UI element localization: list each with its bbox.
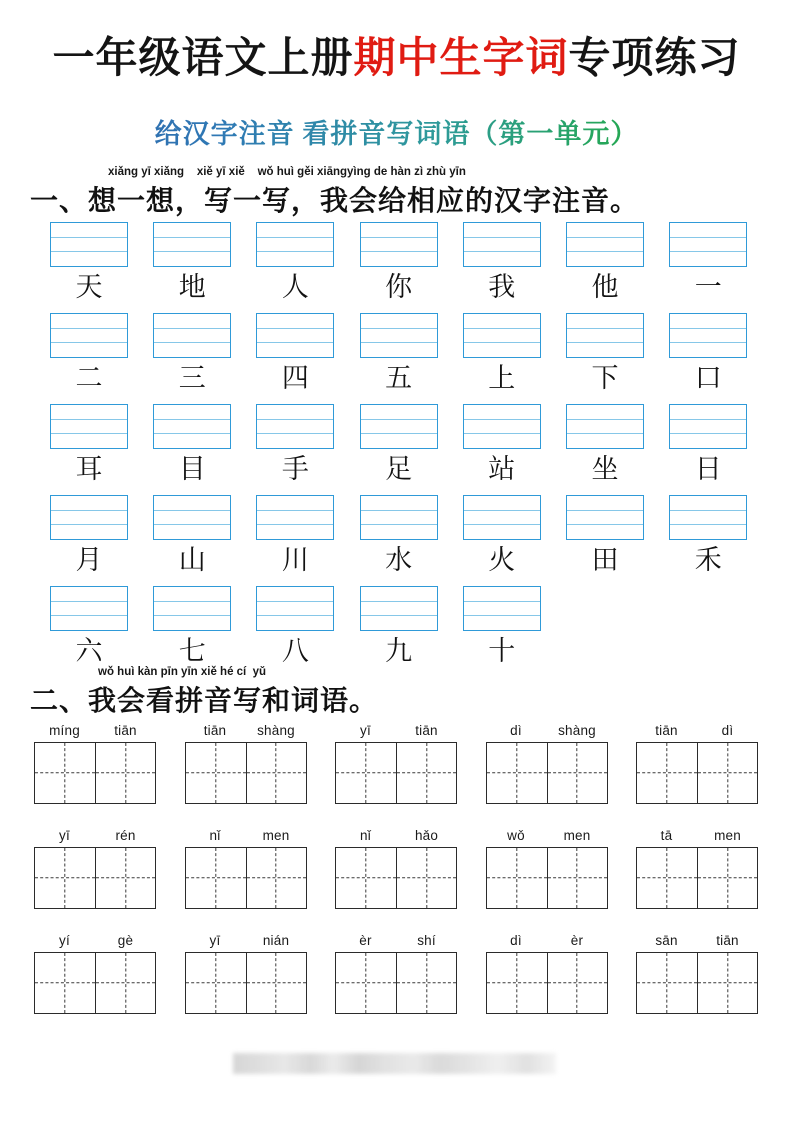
hanzi-prompt: 目: [178, 454, 206, 484]
section-2-row: [0, 827, 793, 932]
hanzi-prompt: 足: [385, 454, 413, 484]
pinyin-guide-line: [567, 251, 643, 252]
pinyin-syllable: men: [563, 828, 591, 843]
pinyin-guide-line: [361, 524, 437, 525]
tianzige-cell[interactable]: [246, 848, 306, 908]
word-writing-group: [34, 932, 156, 1014]
section-2-row: [0, 932, 793, 1037]
hanzi-prompt: 八: [281, 636, 309, 666]
word-writing-group: [335, 827, 457, 909]
hanzi-prompt: 下: [591, 363, 619, 393]
hanzi-prompt: 三: [178, 363, 206, 393]
pinyin-writing-box[interactable]: [669, 404, 747, 449]
tianzige-cell[interactable]: [246, 953, 306, 1013]
pinyin-writing-box[interactable]: [463, 404, 541, 449]
tianzige-cell[interactable]: [35, 953, 95, 1013]
pinyin-answer-cell: [669, 222, 747, 301]
hanzi-prompt: 五: [385, 363, 413, 393]
pinyin-prompt: [185, 932, 307, 952]
tianzige-cell[interactable]: [336, 953, 396, 1013]
pinyin-syllable: rén: [115, 828, 136, 843]
word-writing-group: [185, 932, 307, 1014]
pinyin-answer-cell: [256, 586, 334, 665]
pinyin-syllable: sān: [655, 933, 678, 948]
tianzige-grid[interactable]: [636, 952, 758, 1014]
tianzige-grid[interactable]: [486, 952, 608, 1014]
tianzige-cell[interactable]: [637, 848, 697, 908]
pinyin-syllable: tā: [660, 828, 673, 843]
pinyin-guide-line: [670, 251, 746, 252]
pinyin-writing-box[interactable]: [50, 495, 128, 540]
pinyin-guide-line: [257, 510, 333, 511]
pinyin-guide-line: [670, 524, 746, 525]
pinyin-writing-box[interactable]: [566, 222, 644, 267]
word-writing-group: [185, 827, 307, 909]
pinyin-writing-box[interactable]: [360, 222, 438, 267]
pinyin-guide-line: [670, 433, 746, 434]
pinyin-syllable: tiān: [716, 933, 739, 948]
pinyin-answer-cell: [50, 313, 128, 392]
pinyin-guide-line: [51, 615, 127, 616]
pinyin-syllable: men: [262, 828, 290, 843]
pinyin-answer-cell: [360, 404, 438, 483]
pinyin-prompt: [34, 722, 156, 742]
pinyin-syllable: dì: [721, 723, 734, 738]
tianzige-cell[interactable]: [336, 743, 396, 803]
tianzige-cell[interactable]: [186, 743, 246, 803]
pinyin-writing-box[interactable]: [50, 586, 128, 631]
pinyin-answer-cell: [360, 313, 438, 392]
pinyin-guide-line: [257, 251, 333, 252]
pinyin-answer-cell: [360, 222, 438, 301]
pinyin-syllable: tiān: [415, 723, 438, 738]
pinyin-guide-line: [257, 237, 333, 238]
pinyin-syllable: èr: [359, 933, 372, 948]
pinyin-guide-line: [361, 251, 437, 252]
hanzi-prompt: 禾: [694, 545, 722, 575]
tianzige-grid[interactable]: [34, 952, 156, 1014]
pinyin-guide-line: [361, 433, 437, 434]
pinyin-guide-line: [670, 342, 746, 343]
hanzi-prompt: 水: [385, 545, 413, 575]
word-writing-group: [185, 722, 307, 804]
tianzige-cell[interactable]: [186, 953, 246, 1013]
pinyin-writing-box[interactable]: [50, 222, 128, 267]
pinyin-guide-line: [464, 342, 540, 343]
pinyin-syllable: tiān: [203, 723, 227, 738]
pinyin-answer-cell: [566, 495, 644, 574]
pinyin-answer-cell: [463, 222, 541, 301]
pinyin-guide-line: [567, 342, 643, 343]
tianzige-cell[interactable]: [697, 953, 757, 1013]
tianzige-cell[interactable]: [547, 848, 607, 908]
pinyin-answer-cell: [669, 495, 747, 574]
hanzi-prompt: 一: [694, 272, 722, 302]
hanzi-prompt: 站: [488, 454, 516, 484]
pinyin-answer-cell: [50, 404, 128, 483]
pinyin-prompt: [185, 827, 307, 847]
pinyin-guide-line: [567, 237, 643, 238]
tianzige-cell[interactable]: [35, 848, 95, 908]
tianzige-cell[interactable]: [697, 848, 757, 908]
pinyin-writing-box[interactable]: [360, 404, 438, 449]
pinyin-guide-line: [154, 251, 230, 252]
tianzige-cell[interactable]: [396, 848, 456, 908]
pinyin-guide-line: [361, 237, 437, 238]
pinyin-guide-line: [567, 419, 643, 420]
pinyin-writing-box[interactable]: [256, 404, 334, 449]
tianzige-grid[interactable]: [335, 952, 457, 1014]
page-title-segment-1: 一年级语文上册: [52, 36, 354, 82]
word-writing-group: [636, 827, 758, 909]
pinyin-guide-line: [257, 342, 333, 343]
pinyin-guide-line: [51, 419, 127, 420]
tianzige-grid[interactable]: [185, 952, 307, 1014]
tianzige-cell[interactable]: [487, 848, 547, 908]
pinyin-guide-line: [51, 237, 127, 238]
pinyin-writing-box[interactable]: [566, 404, 644, 449]
hanzi-prompt: 手: [281, 454, 309, 484]
pinyin-answer-cell: [153, 495, 231, 574]
tianzige-cell[interactable]: [246, 743, 306, 803]
pinyin-guide-line: [361, 419, 437, 420]
pinyin-writing-box[interactable]: [566, 495, 644, 540]
pinyin-guide-line: [361, 601, 437, 602]
pinyin-guide-line: [464, 601, 540, 602]
pinyin-prompt: [636, 722, 758, 742]
pinyin-guide-line: [154, 237, 230, 238]
word-writing-group: [636, 932, 758, 1014]
pinyin-guide-line: [361, 342, 437, 343]
pinyin-guide-line: [464, 524, 540, 525]
pinyin-guide-line: [154, 328, 230, 329]
tianzige-cell[interactable]: [95, 953, 155, 1013]
pinyin-answer-cell: [256, 495, 334, 574]
pinyin-answer-cell: [360, 586, 438, 665]
pinyin-prompt: [636, 932, 758, 952]
pinyin-answer-cell: [153, 222, 231, 301]
pinyin-syllable: yī: [59, 828, 70, 843]
pinyin-syllable: men: [714, 828, 741, 843]
pinyin-guide-line: [257, 601, 333, 602]
pinyin-answer-cell: [50, 222, 128, 301]
pinyin-writing-box[interactable]: [153, 404, 231, 449]
tianzige-cell[interactable]: [336, 848, 396, 908]
section-1-heading-pinyin: xiǎng yī xiǎng xiě yī xiě wǒ huì gěi xiāngyìng de hàn zì zhù yīn: [108, 166, 466, 178]
tianzige-cell[interactable]: [95, 743, 155, 803]
section-1-heading-text: 一、想一想，写一写，我会给相应的汉字注音。: [30, 186, 640, 217]
pinyin-syllable: nǐ: [209, 828, 221, 843]
hanzi-prompt: 十: [488, 636, 516, 666]
section-1-row: [0, 586, 793, 678]
hanzi-prompt: 二: [75, 363, 103, 393]
hanzi-prompt: 川: [281, 545, 309, 575]
tianzige-grid[interactable]: [185, 847, 307, 909]
pinyin-guide-line: [257, 433, 333, 434]
tianzige-cell[interactable]: [697, 743, 757, 803]
pinyin-guide-line: [464, 251, 540, 252]
section-2-heading-pinyin: wǒ huì kàn pīn yīn xiě hé cí yǔ: [98, 666, 267, 678]
hanzi-prompt: 人: [281, 272, 309, 302]
pinyin-guide-line: [670, 328, 746, 329]
hanzi-prompt: 耳: [75, 454, 103, 484]
pinyin-writing-box[interactable]: [463, 313, 541, 358]
pinyin-writing-box[interactable]: [256, 313, 334, 358]
tianzige-cell[interactable]: [487, 953, 547, 1013]
pinyin-syllable: dì: [510, 933, 522, 948]
section-1-row: [0, 404, 793, 496]
pinyin-writing-box[interactable]: [256, 222, 334, 267]
pinyin-writing-box[interactable]: [669, 222, 747, 267]
tianzige-grid[interactable]: [636, 742, 758, 804]
pinyin-answer-cell: [463, 313, 541, 392]
pinyin-syllable: tiān: [655, 723, 678, 738]
tianzige-cell[interactable]: [396, 953, 456, 1013]
pinyin-answer-cell: [256, 313, 334, 392]
hanzi-prompt: 日: [694, 454, 722, 484]
word-writing-group: [486, 827, 608, 909]
pinyin-guide-line: [51, 510, 127, 511]
tianzige-grid[interactable]: [185, 742, 307, 804]
pinyin-guide-line: [464, 510, 540, 511]
hanzi-prompt: 地: [178, 272, 206, 302]
pinyin-answer-cell: [463, 586, 541, 665]
pinyin-answer-cell: [463, 404, 541, 483]
pinyin-syllable: èr: [570, 933, 584, 948]
pinyin-syllable: yí: [59, 933, 70, 948]
page-title-segment-3: 专项练习: [568, 36, 741, 82]
pinyin-writing-box[interactable]: [360, 313, 438, 358]
pinyin-guide-line: [154, 419, 230, 420]
pinyin-guide-line: [154, 342, 230, 343]
pinyin-writing-box[interactable]: [153, 222, 231, 267]
tianzige-grid[interactable]: [335, 742, 457, 804]
pinyin-guide-line: [464, 237, 540, 238]
pinyin-guide-line: [464, 615, 540, 616]
pinyin-writing-box[interactable]: [463, 586, 541, 631]
pinyin-answer-cell: [360, 495, 438, 574]
pinyin-syllable: shàng: [558, 723, 596, 738]
tianzige-cell[interactable]: [637, 953, 697, 1013]
pinyin-syllable: wǒ: [507, 828, 525, 843]
pinyin-answer-cell: [153, 586, 231, 665]
page-title-segment-highlight: 期中生字词: [353, 36, 569, 82]
pinyin-syllable: míng: [49, 723, 80, 738]
pinyin-writing-box[interactable]: [256, 495, 334, 540]
tianzige-grid[interactable]: [486, 742, 608, 804]
hanzi-prompt: 上: [488, 363, 516, 393]
tianzige-grid[interactable]: [486, 847, 608, 909]
pinyin-answer-cell: [669, 313, 747, 392]
pinyin-prompt: [34, 827, 156, 847]
pinyin-guide-line: [257, 615, 333, 616]
pinyin-syllable: nián: [262, 933, 290, 948]
hanzi-prompt: 口: [694, 363, 722, 393]
pinyin-writing-box[interactable]: [669, 495, 747, 540]
pinyin-answer-cell: [566, 404, 644, 483]
pinyin-guide-line: [567, 328, 643, 329]
pinyin-syllable: gè: [117, 933, 134, 948]
tianzige-cell[interactable]: [396, 743, 456, 803]
pinyin-prompt: [486, 722, 608, 742]
pinyin-syllable: shí: [417, 933, 436, 948]
pinyin-guide-line: [567, 510, 643, 511]
pinyin-guide-line: [51, 433, 127, 434]
page-title: [0, 36, 793, 83]
pinyin-prompt: [335, 932, 457, 952]
hanzi-prompt: 田: [591, 545, 619, 575]
pinyin-prompt: [486, 827, 608, 847]
pinyin-prompt: [486, 932, 608, 952]
hanzi-prompt: 月: [75, 545, 103, 575]
pinyin-answer-cell: [256, 222, 334, 301]
section-1-heading: [30, 166, 770, 217]
section-2-heading: [30, 666, 770, 717]
hanzi-prompt: 山: [178, 545, 206, 575]
pinyin-writing-box[interactable]: [50, 404, 128, 449]
hanzi-prompt: 火: [488, 545, 516, 575]
pinyin-guide-line: [464, 328, 540, 329]
pinyin-guide-line: [51, 601, 127, 602]
word-writing-group: [335, 932, 457, 1014]
tianzige-cell[interactable]: [487, 743, 547, 803]
word-writing-group: [34, 722, 156, 804]
pinyin-guide-line: [670, 419, 746, 420]
word-writing-group: [486, 722, 608, 804]
pinyin-prompt: [185, 722, 307, 742]
hanzi-prompt: 天: [75, 272, 103, 302]
pinyin-writing-box[interactable]: [669, 313, 747, 358]
tianzige-cell[interactable]: [637, 743, 697, 803]
hanzi-prompt: 四: [281, 363, 309, 393]
section-2-row: [0, 722, 793, 827]
pinyin-guide-line: [51, 342, 127, 343]
pinyin-prompt: [335, 827, 457, 847]
hanzi-prompt: 我: [488, 272, 516, 302]
word-writing-group: [34, 827, 156, 909]
pinyin-guide-line: [670, 510, 746, 511]
pinyin-writing-box[interactable]: [256, 586, 334, 631]
pinyin-syllable: tiān: [114, 723, 137, 738]
tianzige-cell[interactable]: [35, 743, 95, 803]
pinyin-guide-line: [154, 433, 230, 434]
pinyin-guide-line: [257, 419, 333, 420]
word-writing-group: [486, 932, 608, 1014]
pinyin-guide-line: [567, 524, 643, 525]
pinyin-answer-cell: [566, 313, 644, 392]
pinyin-answer-cell: [50, 495, 128, 574]
pinyin-guide-line: [154, 601, 230, 602]
word-writing-group: [335, 722, 457, 804]
hanzi-prompt: 你: [385, 272, 413, 302]
pinyin-guide-line: [361, 615, 437, 616]
section-1-row: [0, 313, 793, 405]
tianzige-cell[interactable]: [95, 848, 155, 908]
pinyin-guide-line: [670, 237, 746, 238]
tianzige-cell[interactable]: [547, 953, 607, 1013]
pinyin-guide-line: [154, 510, 230, 511]
tianzige-grid[interactable]: [34, 847, 156, 909]
section-2-heading-text: 二、我会看拼音写和词语。: [30, 686, 379, 717]
pinyin-answer-cell: [669, 404, 747, 483]
pinyin-writing-box[interactable]: [360, 586, 438, 631]
pinyin-writing-box[interactable]: [153, 586, 231, 631]
tianzige-cell[interactable]: [547, 743, 607, 803]
pinyin-writing-box[interactable]: [153, 313, 231, 358]
pinyin-syllable: hǎo: [414, 828, 439, 843]
redacted-watermark-bar: [233, 1053, 556, 1074]
hanzi-prompt: 坐: [591, 454, 619, 484]
hanzi-prompt: 七: [178, 636, 206, 666]
pinyin-guide-line: [154, 524, 230, 525]
pinyin-guide-line: [257, 524, 333, 525]
tianzige-grid[interactable]: [335, 847, 457, 909]
tianzige-grid[interactable]: [34, 742, 156, 804]
pinyin-answer-cell: [463, 495, 541, 574]
pinyin-prompt: [335, 722, 457, 742]
pinyin-writing-box[interactable]: [566, 313, 644, 358]
pinyin-syllable: yī: [360, 723, 371, 738]
pinyin-answer-cell: [153, 404, 231, 483]
pinyin-writing-box[interactable]: [463, 222, 541, 267]
pinyin-guide-line: [464, 433, 540, 434]
page-title-block: [0, 36, 793, 83]
pinyin-guide-line: [51, 251, 127, 252]
section-1-row: [0, 222, 793, 314]
pinyin-guide-line: [51, 524, 127, 525]
hanzi-prompt: 六: [75, 636, 103, 666]
pinyin-guide-line: [567, 433, 643, 434]
pinyin-answer-cell: [566, 222, 644, 301]
pinyin-guide-line: [361, 328, 437, 329]
tianzige-cell[interactable]: [186, 848, 246, 908]
pinyin-answer-cell: [256, 404, 334, 483]
hanzi-prompt: 他: [591, 272, 619, 302]
pinyin-guide-line: [464, 419, 540, 420]
pinyin-guide-line: [361, 510, 437, 511]
pinyin-guide-line: [154, 615, 230, 616]
tianzige-grid[interactable]: [636, 847, 758, 909]
pinyin-answer-cell: [50, 586, 128, 665]
pinyin-answer-cell: [153, 313, 231, 392]
pinyin-syllable: nǐ: [360, 828, 371, 843]
pinyin-writing-box[interactable]: [153, 495, 231, 540]
pinyin-syllable: shàng: [257, 723, 295, 738]
pinyin-writing-box[interactable]: [50, 313, 128, 358]
page-subtitle: 给汉字注音 看拼音写词语（第一单元）: [0, 112, 793, 151]
hanzi-prompt: 九: [385, 636, 413, 666]
pinyin-syllable: yī: [209, 933, 221, 948]
pinyin-prompt: [636, 827, 758, 847]
pinyin-prompt: [34, 932, 156, 952]
pinyin-writing-box[interactable]: [360, 495, 438, 540]
section-1-row: [0, 495, 793, 587]
pinyin-guide-line: [257, 328, 333, 329]
pinyin-syllable: dì: [510, 723, 522, 738]
word-writing-group: [636, 722, 758, 804]
pinyin-writing-box[interactable]: [463, 495, 541, 540]
pinyin-guide-line: [51, 328, 127, 329]
